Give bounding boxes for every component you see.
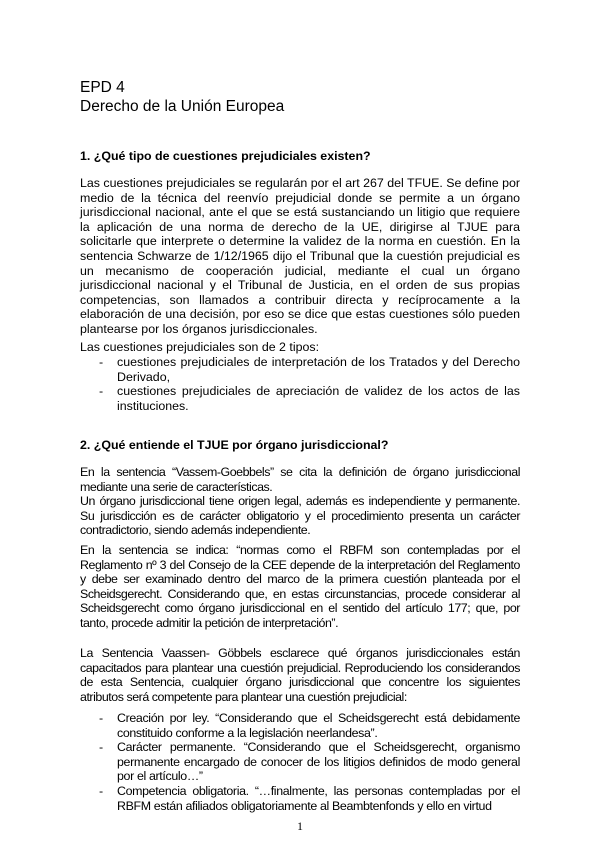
page-number: 1 (297, 819, 303, 833)
section-2-paragraph-3: En la sentencia se indica: “normas como el RBFM son contempladas por el Reglamento nº 3 del Consejo de la CEE depende de la interpretación del Reglamento y debe ser examinado dentro del marco de la primera cuestión planteada por el Scheidsgerecht. Considerando que, en estas circunstancias, procede considerar al Scheidsgerecht como órgano jurisdiccional en el sentido del artículo 177; que, por tanto, procede admitir la petición de interpretación”. (80, 543, 520, 630)
list-item-text: Creación por ley. “Considerando que el Scheidsgerecht está debidamente constituido conforme a la legislación neerlandesa”. (117, 711, 520, 740)
section-1-paragraph-2: Las cuestiones prejudiciales son de 2 tipos: (80, 340, 320, 354)
list-item (80, 711, 520, 740)
section-2-list (80, 711, 520, 813)
document-header (80, 79, 284, 116)
section-1-heading: 1. ¿Qué tipo de cuestiones prejudiciales existen? (80, 149, 371, 163)
section-1-list (80, 355, 520, 413)
section-2-paragraph-2: Un órgano jurisdiccional tiene origen legal, además es independiente y permanente. Su jurisdicción es de carácter obligatorio y el procedimiento presenta un carácter contradictorio, siendo además independiente. (80, 494, 520, 538)
section-2-heading: 2. ¿Qué entiende el TJUE por órgano jurisdiccional? (80, 438, 389, 452)
list-item (80, 384, 520, 413)
list-item-text: cuestiones prejudiciales de interpretación de los Tratados y del Derecho Derivado, (117, 355, 520, 384)
list-bullet: - (99, 740, 103, 755)
document-title-subject: Derecho de la Unión Europea (80, 97, 285, 115)
list-item (80, 784, 520, 813)
list-item-text: cuestiones prejudiciales de apreciación de validez de los actos de las instituciones. (117, 384, 520, 413)
list-bullet: - (99, 783, 103, 798)
section-2-paragraph-4: La Sentencia Vaassen- Göbbels esclarece qué órganos jurisdiccionales están capacitados para plantear una cuestión prejudicial. Reproduciendo los considerandos de esta Sentencia, cualquier órgano jurisdiccional que concentre los siguientes atributos será competente para plantear una cuestión prejudicial: (80, 646, 520, 704)
list-bullet: - (99, 355, 104, 369)
list-bullet: - (99, 711, 103, 725)
document-title-code: EPD 4 (80, 79, 125, 96)
list-item (80, 740, 520, 784)
list-item (80, 355, 520, 384)
list-item-text: Competencia obligatoria. “…finalmente, las personas contempladas por el RBFM están afiliados obligatoriamente al Beambtenfonds y ello en virtud (117, 783, 520, 813)
section-2-paragraph-1: En la sentencia “Vassem-Goebbels” se cita la definición de órgano jurisdiccional mediante una serie de características. (80, 465, 520, 494)
section-1-paragraph-1: Las cuestiones prejudiciales se regularán por el art 267 del TFUE. Se define por medio de la técnica del reenvío prejudicial donde se permite a un órgano jurisdiccional nacional, ante el que se está sustanciando un litigio que requiere la aplicación de una norma de derecho de la UE, dirigirse al TJUE para solicitarle que interprete o determine la validez de la norma en cuestión. En la sentencia Schwarze de 1/12/1965 dijo el Tribunal que la cuestión prejudicial es un mecanismo de cooperación judicial, mediante el cual un órgano jurisdiccional nacional y el Tribunal de Justicia, en el orden de sus propias competencias, son llamados a contribuir directa y recíprocamente a la elaboración de una decisión, por eso se dice que estas cuestiones sólo pueden plantearse por los órganos jurisdiccionales. (80, 176, 520, 336)
list-bullet: - (99, 384, 104, 399)
list-item-text: Carácter permanente. “Considerando que el Scheidsgerecht, organismo permanente encargado de conocer de los litigios definidos de modo general por el artículo…” (117, 740, 520, 784)
